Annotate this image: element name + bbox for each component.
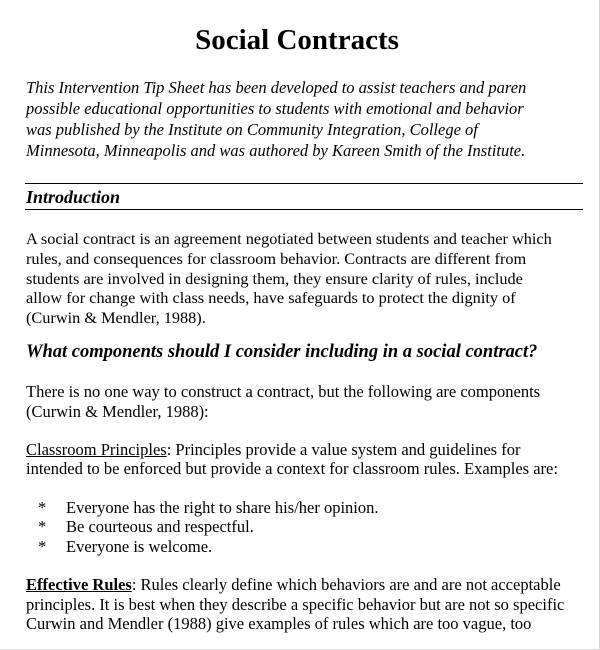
paragraph-line: There is no one way to construct a contract, but the following are components <box>26 382 541 401</box>
list-item-text: Everyone has the right to share his/her opinion. <box>66 498 379 517</box>
section-divider-top <box>25 183 583 184</box>
effective-rules-text: : Rules clearly define which behaviors are and are not acceptable <box>131 575 561 594</box>
paragraph-line: principles. It is best when they describe a specific behavior but are not so specific <box>26 595 565 614</box>
paragraph-line: (Curwin & Mendler, 1988): <box>26 402 209 421</box>
introduction-heading: Introduction <box>26 187 121 207</box>
document-title: Social Contracts <box>195 24 399 56</box>
classroom-principles-line <box>26 440 520 460</box>
paragraph-line: students are involved in designing them, they ensure clarity of rules, include <box>26 269 523 288</box>
paragraph-line: allow for change with class needs, have safeguards to protect the dignity of <box>26 288 516 307</box>
paragraph-line: intended to be enforced but provide a context for classroom rules. Examples are: <box>26 459 558 478</box>
bullet-marker: * <box>38 517 47 536</box>
paragraph-line: Curwin and Mendler (1988) give examples of rules which are too vague, too <box>26 614 532 633</box>
classroom-principles-label: Classroom Principles <box>26 440 167 459</box>
classroom-principles-text: : Principles provide a value system and guidelines for <box>166 440 521 459</box>
paragraph-line: (Curwin & Mendler, 1988). <box>26 308 206 327</box>
intro-italic-line: was published by the Institute on Community Integration, College of <box>26 120 478 139</box>
components-heading: What components should I consider including in a social contract? <box>26 342 538 362</box>
effective-rules-line <box>26 575 561 595</box>
section-divider-bottom <box>25 209 583 210</box>
intro-italic-line: Minnesota, Minneapolis and was authored by Kareen Smith of the Institute. <box>26 141 526 160</box>
bullet-marker: * <box>38 498 47 517</box>
list-item <box>38 498 379 518</box>
intro-italic-line: This Intervention Tip Sheet has been developed to assist teachers and paren <box>26 78 527 97</box>
paragraph-line: A social contract is an agreement negotiated between students and teacher which <box>26 229 552 248</box>
paragraph-line: rules, and consequences for classroom behavior. Contracts are different from <box>26 249 527 268</box>
effective-rules-label: Effective Rules <box>26 575 132 594</box>
intro-italic-line: possible educational opportunities to students with emotional and behavior <box>26 99 524 118</box>
list-item <box>38 537 212 557</box>
bullet-marker: * <box>38 537 47 556</box>
list-item-text: Everyone is welcome. <box>66 537 213 556</box>
list-item <box>38 517 254 537</box>
list-item-text: Be courteous and respectful. <box>66 517 254 536</box>
